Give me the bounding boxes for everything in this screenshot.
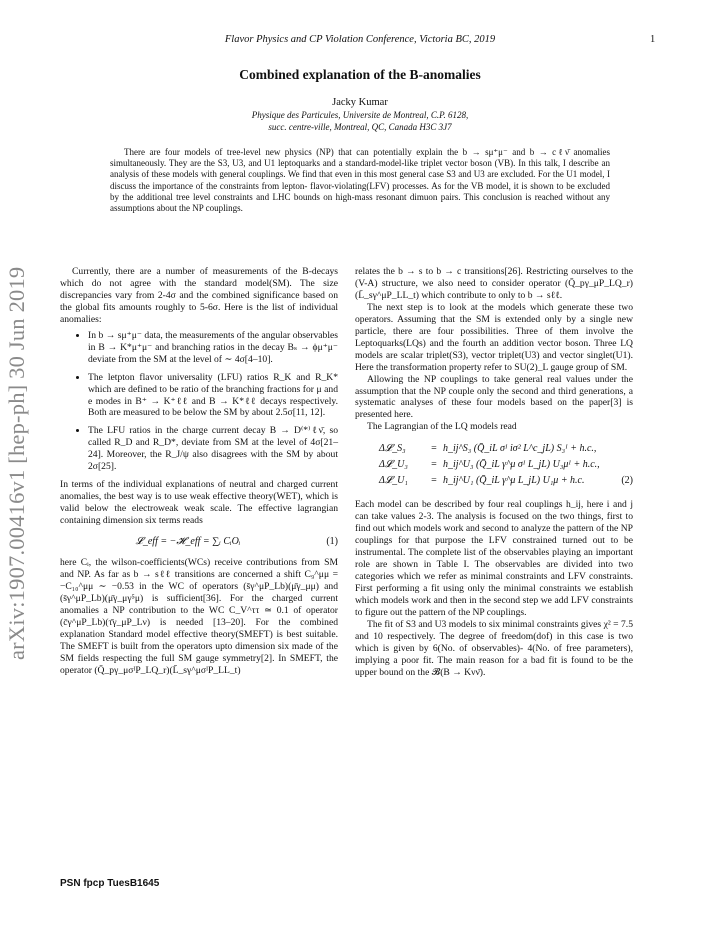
affiliation-line: succ. centre-ville, Montreal, QC, Canada H3C 3J7 (268, 121, 452, 132)
paragraph: In terms of the individual explanations of neutral and charged current anomalies, the best way is to use weak effective theory(WET), which is valid below the electroweak weak scale. The effective lagrangian containing dimension six terms reads (60, 479, 338, 527)
equation-number (611, 457, 633, 473)
equation-1 (60, 536, 338, 548)
equation-lhs: Δ𝓛_S₃ (379, 443, 406, 455)
equation-rhs: h_ij^U₃ (Q̄_iL γ^μ σᴵ L_jL) U₃μᴵ + h.c., (443, 459, 600, 471)
list-item: • In b → sμ⁺μ⁻ data, the measurements of the angular observables in B → K*μ⁺μ⁻ and branching ratios in the decay Bₛ → ϕμ⁺μ⁻ deviate from the SM at the level of ∼ 4σ[4–10]. (88, 330, 338, 366)
author: Jacky Kumar (332, 97, 388, 108)
paragraph: Each model can be described by four real couplings h_ij, here i and j can take values 2-3. The analysis is focused on the two things, first to find out which models work and second to analyze the pattern of the NP couplings for that purpose the LFV constrained turned out to be instrumental. The complete list of the observables playing an important role are shown in Table I. The observables are divided into two categories which we refer as minimal constraints and LFV constraints. First performing a fit using only the minimal constraints we establish which models work and then in the second step we add LFV constraints to figure out the pattern of the NP couplings. (355, 499, 633, 618)
affiliation (0, 110, 720, 133)
arxiv-stamp: arXiv:1907.00416v1 [hep-ph] 30 Jun 2019 (4, 266, 29, 660)
equation-row: Δ𝓛_U₃ = h_ij^U₃ (Q̄_iL γ^μ σᴵ L_jL) U₃μᴵ + h.c., (379, 457, 633, 473)
paragraph: The fit of S3 and U3 models to six minimal constraints gives χ² = 7.5 and 10 respectively. The degree of freedom(dof) in this case is two which is given by 6(No. of observables)- 4(No. of free parameters), implying a poor fit. The main reason for a bad fit is found to be the upper bound on the 𝓑(B → Kνν̄). (355, 618, 633, 678)
equation-rhs: h_ij^U₁ (Q̄_iL γ^μ L_jL) U₁μ + h.c. (443, 475, 585, 487)
list-item: • The letpton flavor universality (LFU) ratios R_K and R_K* which are defined to be ratio of the branching fractions for μ and e modes in B⁺ → K⁺ℓℓ and B → K*ℓℓ decays respectively. Both are measured to be below the SM by about 2.5σ[11, 12]. (88, 372, 338, 420)
paragraph: relates the b → s to b → c transitions[26]. Restricting ourselves to the (V-A) structure, we also need to consider operator (Q̄_pγ_μP_LQ_r)(L̄_sγ^μP_LL_t) which contribute to only to b → sℓℓ. (355, 266, 633, 301)
equation-lhs: Δ𝓛_U₁ (379, 475, 408, 487)
equation-row: Δ𝓛_S₃ = h_ij^S₃ (Q̄_iL σᴵ iσ² L^c_jL) S₃ᴵ + h.c., (379, 441, 633, 457)
affiliation-line: Physique des Particules, Universite de Montreal, C.P. 6128, (251, 110, 469, 120)
list-item: • The LFU ratios in the charge current decay B → D⁽*⁾ℓν̄, so called R_D and R_D*, deviate from SM at the level of 4σ[21–24]. Moreover, the R_J/ψ also disagrees with the SM by about 2σ[25]. (88, 425, 338, 473)
paper-title: Combined explanation of the B-anomalies (239, 67, 481, 82)
right-column (355, 266, 633, 679)
equation-row: Δ𝓛_U₁ = h_ij^U₁ (Q̄_iL γ^μ L_jL) U₁μ + h.c. (2) (379, 473, 633, 489)
equation-lhs: Δ𝓛_U₃ (379, 459, 408, 471)
left-column (60, 266, 338, 677)
running-header: Flavor Physics and CP Violation Conference, Victoria BC, 2019 (224, 34, 496, 45)
paragraph: Currently, there are a number of measurements of the B-decays which do not agree with the standard model(SM). The size discrepancies vary from 2-4σ and the combined significance based on the global fits amounts roughly to 5-6σ. Here is the list of individual anomalies: (60, 266, 338, 325)
paragraph: The next step is to look at the models which generate these two operators. Assuming that the SM is extended only by a single new particle, there are four possibilities. Three of them involve the Leptoquarks(LQs) and the fourth an addition vector boson. Three LQ models are scalar triplet(S3), vector triplet(U3) and vector singlet(U1). Here the transformation property refer to SU(2)_L gauge group of SM. (355, 301, 633, 373)
footer-code: PSN fpcp TuesB1645 (60, 878, 160, 889)
page-number: 1 (650, 34, 656, 45)
equation-2 (379, 441, 633, 489)
paragraph: here Cᵢ, the wilson-coefficients(WCs) receive contributions from SM and NP. As far as b → sℓℓ transitions are concerned a shift C₉^μμ = −C₁₀^μμ ∼ −0.53 in the WC of operators (s̄γ^μP_Lb)(μ̄γ_μμ) and (s̄γ^μP_Lb)(μ̄γ_μγ⁵μ) is sufficient[36]. For the charged current anomalies a NP contribution to the WC C_V^ττ ≃ 0.1 of operator (c̄γ^μP_Lb)(τ̄γ_μP_Lν) is needed [13–20]. For the combined explanation Standard model effective theory(SMEFT) is best suitable. The SMEFT is built from the operators upto dimension six made of the SM fields respecting the full SM gauge symmetry[2]. In SMEFT, the operator (Q̄_pγ_μσᴵP_LQ_r)(L̄_sγ^μσᴵP_LL_t) (60, 557, 338, 676)
anomaly-list (60, 330, 338, 473)
paragraph: Allowing the NP couplings to take general real values under the assumption that the NP couple only the second and third generations, a systematic analyses of these four models based on the paper[3] is presented here. (355, 373, 633, 421)
equation-body: 𝓛_eff = −𝓗_eff = ∑ᵢ CᵢOᵢ (135, 536, 241, 548)
abstract: There are four models of tree-level new physics (NP) that can potentially explain the b → sμ⁺μ⁻ and b → cℓν̄ anomalies simultaneously. They are the S3, U3, and U1 leptoquarks and a standard-model-like triplet vector boson (VB). In this talk, I describe an analysis of these models with general couplings. We find that even in this most general case S3 and U3 are excluded. For the U1 model, I discuss the importance of the constraints from lepton- flavor-violating(LFV) processes. As for the VB model, it is shown to be excluded by the additional tree level constraints and LHC bounds on high-mass resonant dimuon pairs. This conclusion is reached without any assumptions about the NP couplings. (110, 147, 610, 214)
equation-rhs: h_ij^S₃ (Q̄_iL σᴵ iσ² L^c_jL) S₃ᴵ + h.c., (443, 443, 597, 455)
equation-number: (2) (621, 475, 633, 487)
equation-number: (1) (326, 536, 338, 548)
paragraph: The Lagrangian of the LQ models read (367, 421, 517, 433)
equation-number (611, 441, 633, 457)
